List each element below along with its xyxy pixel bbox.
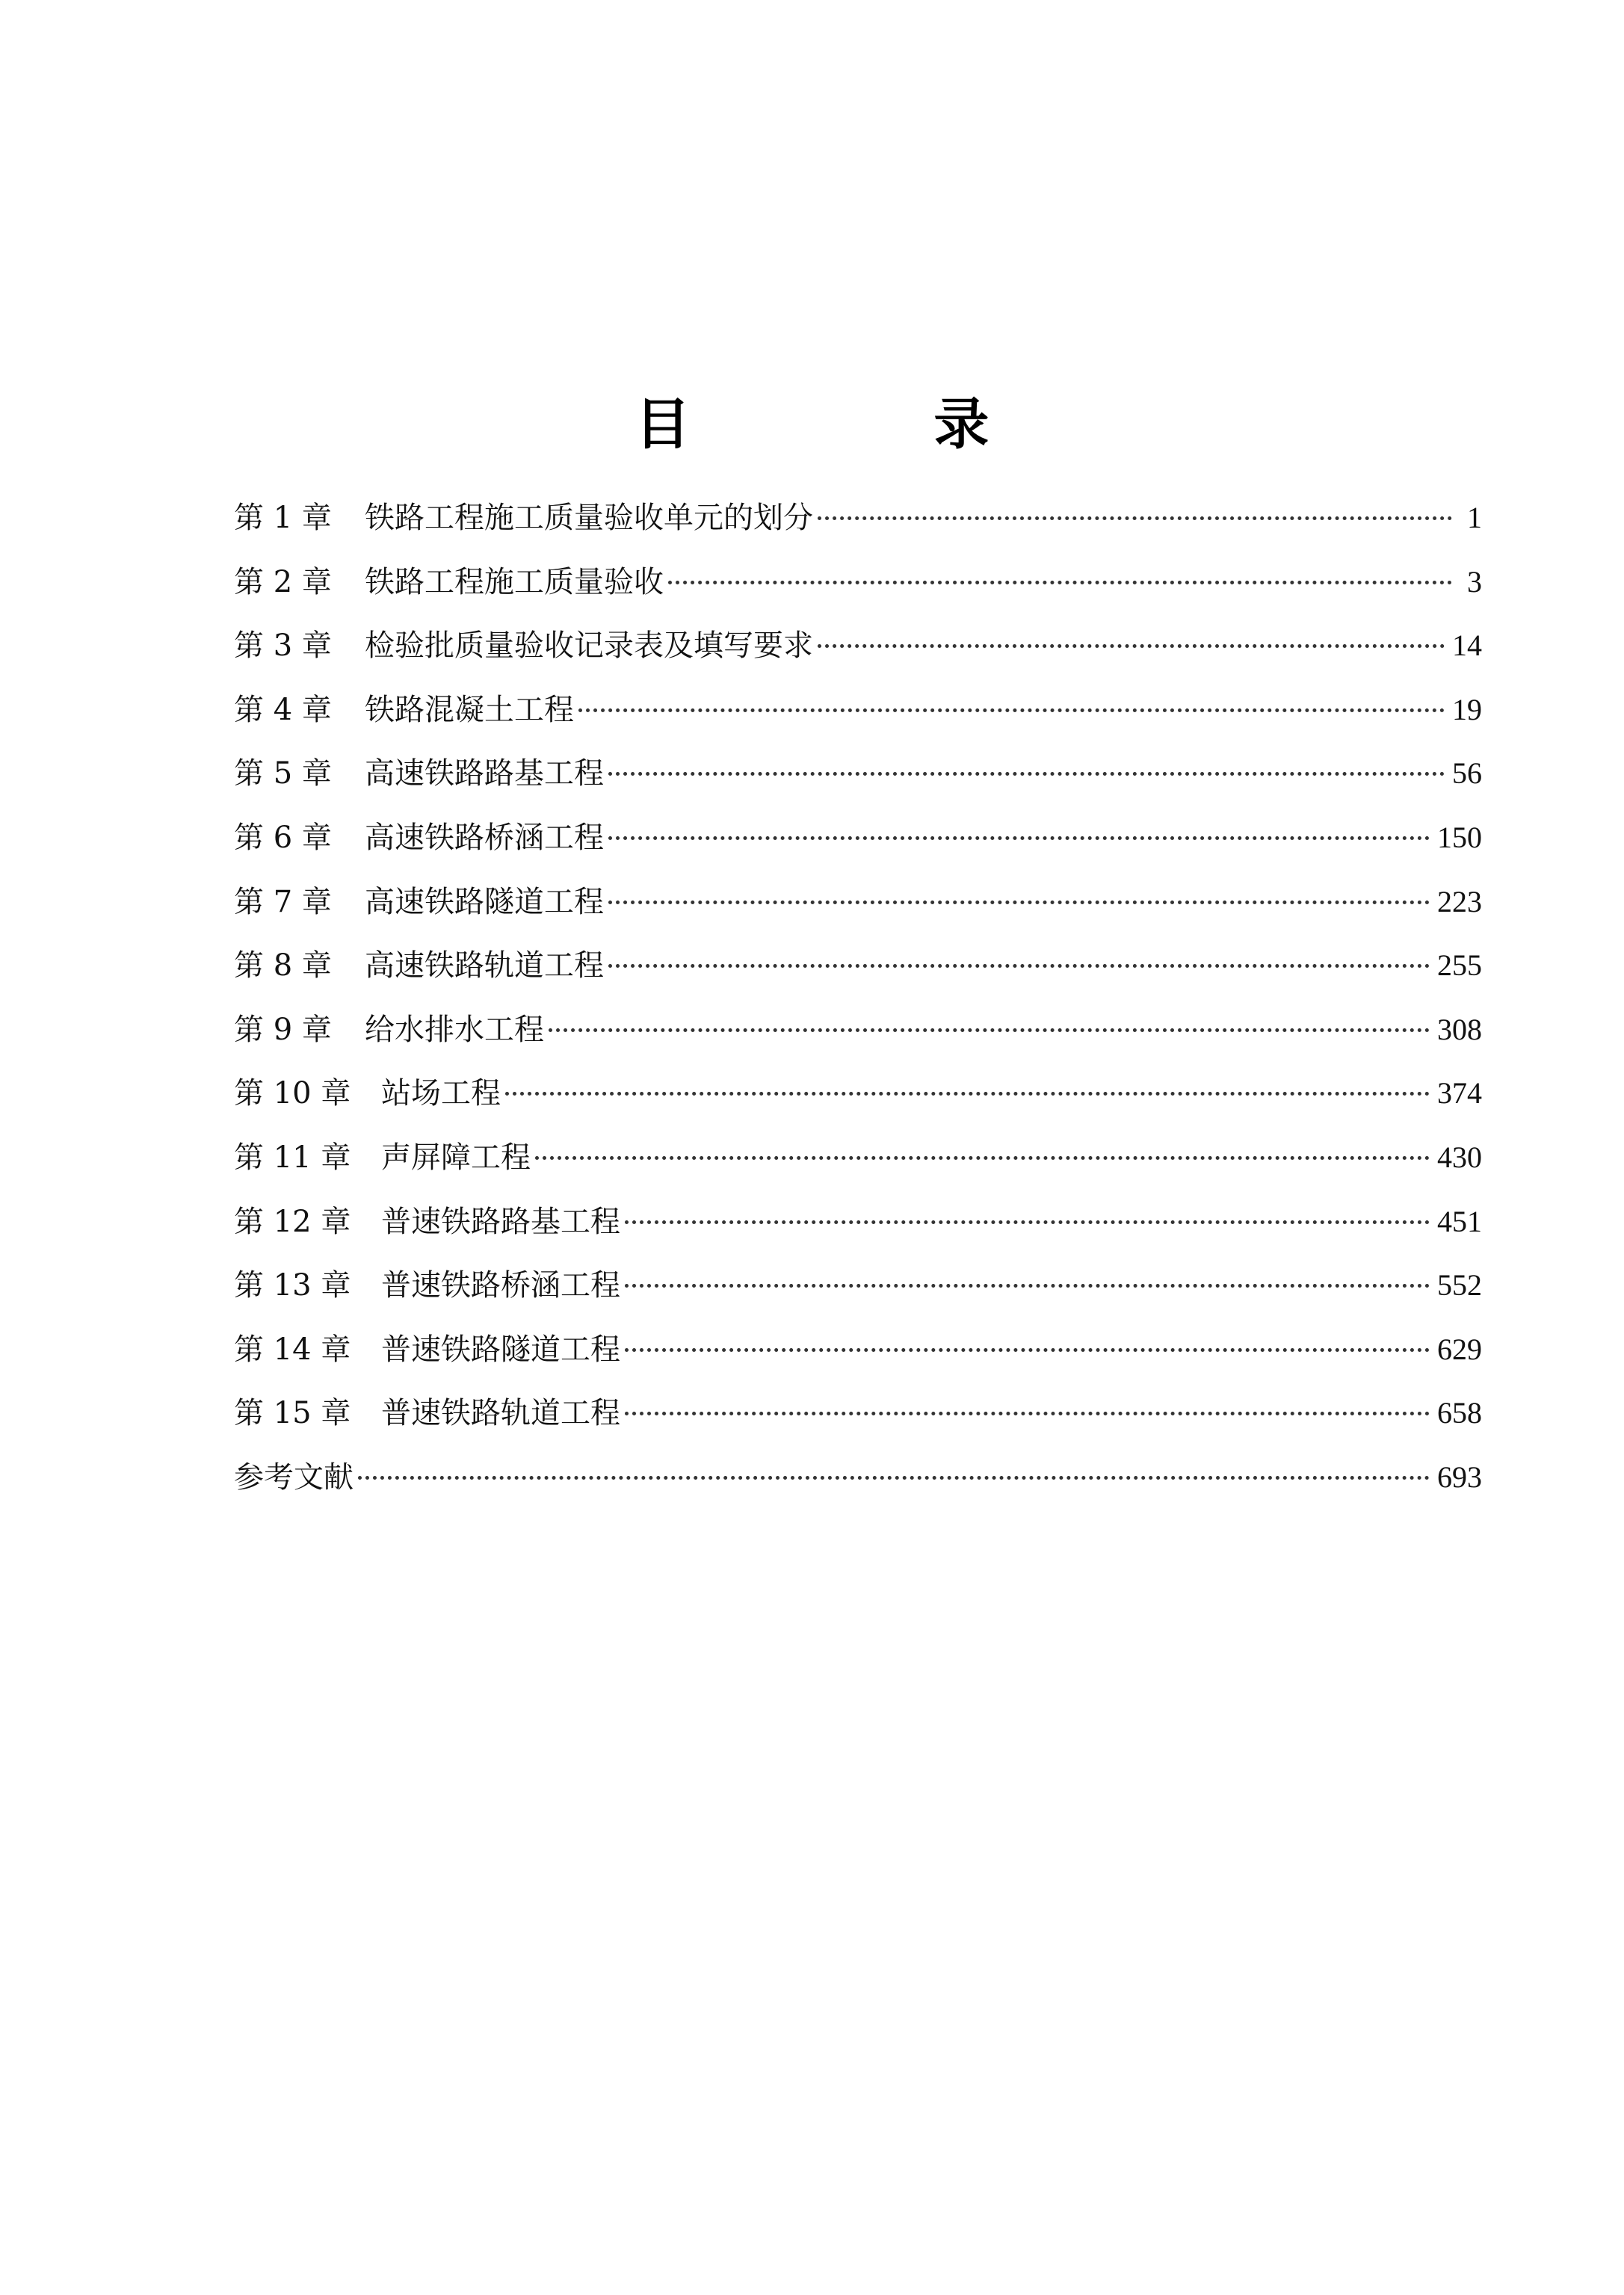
toc-entry[interactable]: [234, 1393, 1482, 1457]
toc-chapter-title: 铁路工程施工质量验收: [365, 564, 664, 599]
toc-entry[interactable]: [234, 1265, 1482, 1329]
toc-page-number: 658: [1437, 1396, 1482, 1430]
toc-dot-leader: [505, 1092, 1430, 1096]
toc-dot-leader: [608, 964, 1430, 968]
toc-dot-leader: [358, 1476, 1430, 1480]
toc-references-title: 参考文献: [234, 1460, 353, 1495]
toc-dot-leader: [625, 1220, 1430, 1224]
toc-page-number: 255: [1437, 948, 1482, 983]
toc-page-number: 629: [1437, 1332, 1482, 1366]
toc-entry[interactable]: [234, 626, 1482, 690]
toc-list: [234, 498, 1482, 1522]
toc-page-number: 1: [1467, 501, 1482, 534]
toc-chapter-title: 声屏障工程: [381, 1140, 531, 1175]
toc-page-number: 693: [1437, 1460, 1482, 1494]
toc-entry[interactable]: [234, 1457, 1482, 1522]
toc-chapter-number: 第 14 章: [234, 1332, 351, 1367]
toc-dot-leader: [608, 901, 1430, 904]
toc-dot-leader: [668, 581, 1452, 584]
toc-dot-leader: [818, 644, 1445, 648]
toc-chapter-number: 第 13 章: [234, 1268, 351, 1303]
toc-chapter-number: 第 4 章: [234, 692, 332, 727]
toc-page-number: 223: [1437, 884, 1482, 918]
toc-chapter-number: 第 8 章: [234, 948, 332, 983]
toc-dot-leader: [549, 1028, 1430, 1032]
toc-entry[interactable]: [234, 1010, 1482, 1074]
toc-dot-leader: [625, 1412, 1430, 1415]
toc-chapter-number: 第 6 章: [234, 820, 332, 855]
toc-chapter-title: 检验批质量验收记录表及填写要求: [365, 628, 813, 664]
toc-page-number: 19: [1452, 692, 1482, 726]
toc-chapter-number: 第 15 章: [234, 1396, 351, 1431]
toc-chapter-number: 第 1 章: [234, 501, 332, 535]
toc-page-number: 56: [1452, 756, 1482, 791]
toc-entry[interactable]: [234, 1137, 1482, 1202]
toc-chapter-title: 普速铁路路基工程: [381, 1204, 620, 1239]
toc-chapter-title: 铁路工程施工质量验收单元的划分: [365, 501, 813, 535]
toc-entry[interactable]: [234, 1073, 1482, 1137]
toc-chapter-number: 第 2 章: [234, 564, 332, 599]
toc-entry[interactable]: [234, 562, 1482, 626]
toc-chapter-number: 第 3 章: [234, 628, 332, 664]
toc-entry[interactable]: [234, 945, 1482, 1010]
toc-page-number: 451: [1437, 1204, 1482, 1238]
toc-entry[interactable]: [234, 1202, 1482, 1266]
toc-dot-leader: [535, 1156, 1430, 1160]
toc-chapter-number: 第 10 章: [234, 1076, 351, 1111]
toc-dot-leader: [578, 708, 1445, 712]
toc-chapter-number: 第 11 章: [234, 1140, 351, 1175]
toc-chapter-title: 站场工程: [381, 1076, 501, 1111]
toc-page-number: 552: [1437, 1268, 1482, 1303]
toc-chapter-number: 第 12 章: [234, 1204, 351, 1239]
toc-page-number: 374: [1437, 1076, 1482, 1111]
toc-chapter-title: 高速铁路隧道工程: [365, 884, 604, 919]
toc-chapter-title: 普速铁路桥涵工程: [381, 1268, 620, 1303]
toc-entry[interactable]: [234, 882, 1482, 946]
toc-page-number: 430: [1437, 1140, 1482, 1174]
toc-entry[interactable]: [234, 753, 1482, 818]
toc-chapter-title: 高速铁路桥涵工程: [365, 820, 604, 855]
toc-entry[interactable]: [234, 1329, 1482, 1394]
toc-dot-leader: [608, 772, 1445, 776]
toc-dot-leader: [625, 1284, 1430, 1288]
toc-page-number: 14: [1452, 628, 1482, 663]
toc-chapter-title: 普速铁路轨道工程: [381, 1396, 620, 1431]
toc-page-number: 150: [1437, 820, 1482, 854]
toc-dot-leader: [625, 1348, 1430, 1352]
toc-entry[interactable]: [234, 690, 1482, 754]
toc-chapter-number: 第 9 章: [234, 1012, 332, 1047]
toc-title: 目 录: [635, 392, 1102, 457]
toc-dot-leader: [608, 836, 1430, 840]
toc-chapter-title: 普速铁路隧道工程: [381, 1332, 620, 1367]
toc-chapter-number: 第 5 章: [234, 756, 332, 791]
toc-entry[interactable]: [234, 498, 1482, 562]
toc-page-number: 3: [1467, 564, 1482, 599]
toc-chapter-title: 高速铁路轨道工程: [365, 948, 604, 983]
toc-entry[interactable]: [234, 818, 1482, 882]
toc-page-number: 308: [1437, 1012, 1482, 1046]
toc-dot-leader: [818, 516, 1452, 520]
toc-chapter-title: 高速铁路路基工程: [365, 756, 604, 791]
toc-chapter-title: 给水排水工程: [365, 1012, 544, 1047]
toc-chapter-number: 第 7 章: [234, 884, 332, 919]
toc-chapter-title: 铁路混凝土工程: [365, 692, 574, 727]
